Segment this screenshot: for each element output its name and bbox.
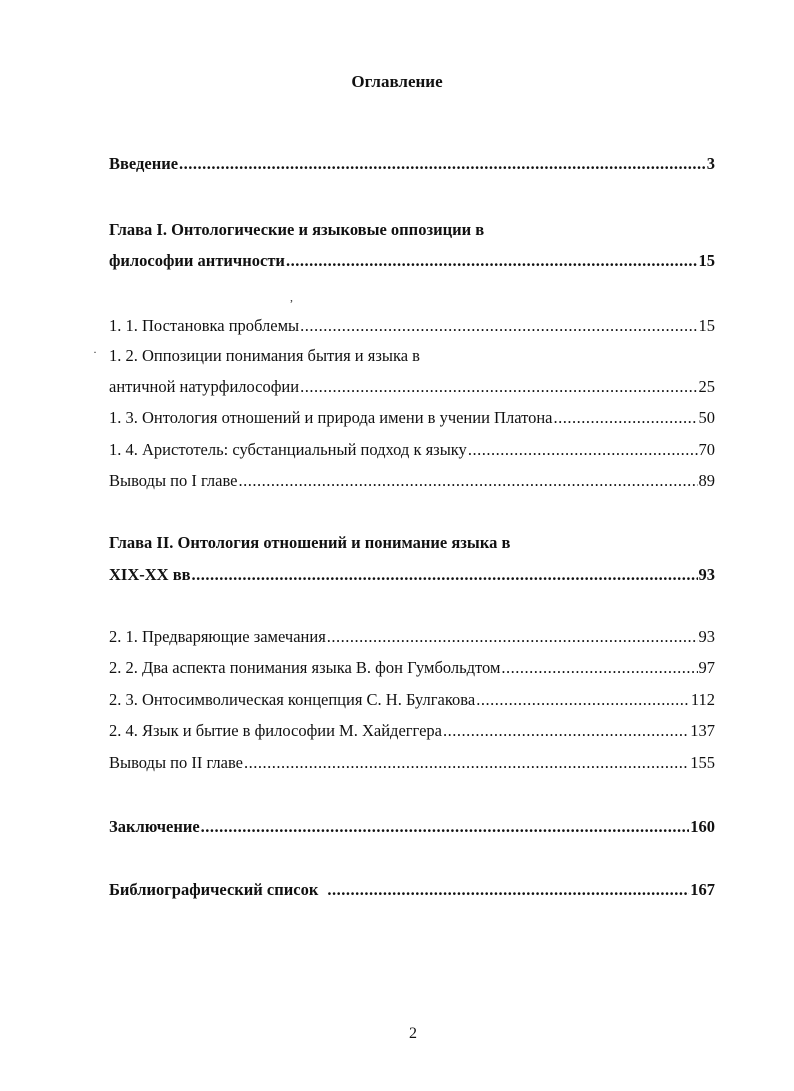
toc-entry-chapter-1-conclusions[interactable] [109,471,715,491]
toc-entry-section-1-4[interactable] [109,440,715,460]
toc-leader-dots [238,471,697,491]
toc-entry-section-2-1[interactable] [109,627,715,647]
toc-leader-dots [476,690,690,710]
toc-leader-dots [201,817,690,837]
toc-entry-label: Библиографический список [109,880,319,899]
toc-entry-label: философии античности [109,251,285,270]
toc-entry-page: 167 [690,880,715,899]
toc-entry-chapter-2-conclusions[interactable] [109,753,715,773]
toc-entry-section-2-3[interactable] [109,690,715,710]
toc-entry-page: 137 [690,721,715,740]
toc-entry-section-1-1[interactable] [109,316,715,336]
toc-entry-page: 89 [698,471,715,490]
page-title: Оглавление [351,72,443,91]
toc-leader-dots [443,721,689,741]
toc-entry-chapter-1[interactable] [109,251,715,271]
toc-entry-label: 2. 1. Предваряющие замечания [109,627,326,646]
toc-entry-page: 112 [690,690,715,709]
toc-entry-label: 1. 1. Постановка проблемы [109,316,300,335]
toc-entry-page: 155 [690,753,715,772]
page-number: 2 [409,1025,417,1042]
chapter-2-title-line1[interactable]: Глава II. Онтология отношений и понимание языка в [109,533,511,552]
toc-entry-label: 2. 2. Два аспекта понимания языка В. фон Гумбольдтом [109,658,501,677]
scan-artifact-mark: · [93,345,97,359]
toc-entry-page: 15 [698,316,715,335]
toc-leader-dots [468,440,698,460]
toc-entry-label: Введение [109,154,179,173]
toc-entry-conclusion[interactable] [109,817,715,837]
toc-entry-label: 1. 3. Онтология отношений и природа имени в учении Платона [109,408,553,427]
scan-artifact-mark: , [290,290,293,304]
toc-entry-introduction[interactable] [109,154,715,174]
toc-leader-dots [286,251,698,271]
toc-entry-section-2-4[interactable] [109,721,715,741]
toc-entry-bibliography[interactable] [109,880,715,900]
toc-entry-page: 70 [698,440,715,459]
section-1-2-title-line1[interactable]: 1. 2. Оппозиции понимания бытия и языка в [109,346,420,365]
toc-leader-dots [554,408,698,428]
toc-leader-dots [501,658,697,678]
toc-entry-label: Выводы по II главе [109,753,243,772]
toc-entry-section-2-2[interactable] [109,658,715,678]
toc-leader-dots [244,753,689,773]
toc-entry-chapter-2[interactable] [109,565,715,585]
toc-entry-label: античной натурфилософии [109,377,300,396]
toc-entry-label: 2. 3. Онтосимволическая концепция С. Н. Булгакова [109,690,476,709]
toc-entry-section-1-2[interactable] [109,377,715,397]
toc-entry-page: 160 [690,817,715,836]
toc-entry-label: Выводы по I главе [109,471,238,490]
toc-entry-label: 2. 4. Язык и бытие в философии М. Хайдеггера [109,721,442,740]
toc-entry-page: 97 [698,658,715,677]
toc-leader-dots [327,880,689,900]
toc-entry-page: 25 [698,377,715,396]
toc-entry-page: 15 [698,251,715,270]
toc-entry-label: XIX-XX вв [109,565,191,584]
toc-leader-dots [192,565,698,585]
toc-entry-section-1-3[interactable] [109,408,715,428]
chapter-1-title-line1[interactable]: Глава I. Онтологические и языковые оппозиции в [109,220,485,239]
toc-entry-page: 3 [706,154,715,173]
toc-entry-page: 93 [698,565,715,584]
toc-entry-page: 50 [698,408,715,427]
toc-entry-label: Заключение [109,817,200,836]
toc-leader-dots [300,316,697,336]
toc-leader-dots [179,154,706,174]
toc-entry-label: 1. 4. Аристотель: субстанциальный подход к языку [109,440,467,459]
toc-leader-dots [300,377,697,397]
toc-leader-dots [327,627,698,647]
toc-entry-page: 93 [698,627,715,646]
